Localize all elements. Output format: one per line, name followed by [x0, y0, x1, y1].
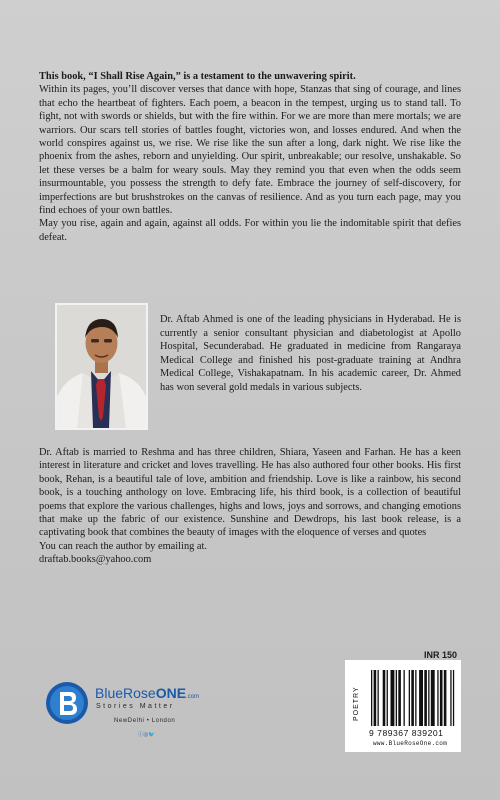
book-blurb — [39, 70, 461, 244]
blurb-closing: May you rise, again and again, against all odds. For within you lie the indomitable spirit that defies defeat. — [39, 218, 461, 243]
barcode-bar — [371, 670, 372, 726]
barcode-bar — [428, 670, 429, 726]
barcode-bar — [424, 670, 427, 726]
blurb-lead: This book, “I Shall Rise Again,” is a testament to the unwavering spirit. — [39, 71, 356, 82]
author-email[interactable]: draftab.books@yahoo.com — [39, 554, 152, 566]
author-contact-line: You can reach the author by emailing at. — [39, 540, 208, 552]
publisher-tagline: Stories Matter — [96, 703, 175, 710]
isbn-number: 9 789367 839201 — [369, 728, 444, 738]
barcode-bar — [374, 670, 377, 726]
category-label: POETRY — [353, 686, 360, 721]
barcode-bar — [440, 670, 443, 726]
barcode-bar — [378, 670, 379, 726]
blurb-body: Within its pages, you’ll discover verses that dance with hope, Stanzas that sing of courage, and lines that echo the heartbeat of fighters. Each poem, a beacon in the tempest, urging us to stand tall. To fight, not with swords or shields, but with the fire within. For we are more than mere mortals; we are warriors. Our scars tell stories of battles fought, victories won, and losses endured. And when the world conspires against us, we rise. We rise like the sun after a long, dark night. We rise like the phoenix from the ashes, reborn and unyielding. Our spirit, unbreakable; our resolve, unshakable. So let these verses be a balm for weary souls. May they remind you that even when the odds seem insurmountable, you possess the strength to defy fate. Embrace the journey of self-discovery, for imperfections are but brushstrokes on the canvas of resilience. And as you turn each page, may you find echoes of your own battles. — [39, 84, 461, 217]
author-bio: Dr. Aftab Ahmed is one of the leading physicians in Hyderabad. He is currently a senior consultant physician and diabetologist at Apollo Hospital, Secunderabad. He graduated in medicine from Rangaraya Medical College and finished his post-graduate training at Andhra Medical College, Vishakapatnam. In his academic career, Dr. Ahmed has won several gold medals in various subjects. — [160, 314, 461, 393]
bluerose-logo-icon — [45, 681, 89, 725]
publisher-website: www.BlueRoseOne.com — [373, 740, 448, 747]
barcode-bar — [450, 670, 451, 726]
publisher-logo — [45, 681, 245, 761]
barcode-bar — [453, 670, 454, 726]
publisher-brand-com: .com — [186, 694, 200, 700]
publisher-social-icons: ⓘ◎🐦 — [138, 732, 156, 738]
barcode-bar — [415, 670, 416, 726]
author-photo — [55, 303, 148, 430]
publisher-cities: NewDelhi • London — [114, 718, 176, 724]
author-family-section — [39, 446, 461, 567]
barcode-bar — [444, 670, 447, 726]
barcode-bar — [411, 670, 414, 726]
author-portrait-image — [57, 305, 146, 428]
barcode-bar — [383, 670, 386, 726]
barcode-bar — [396, 670, 397, 726]
barcode-bar — [409, 670, 410, 726]
barcode-bar — [419, 670, 423, 726]
publisher-brand-one: ONE — [155, 685, 187, 701]
author-family-text: Dr. Aftab is married to Reshma and has three children, Shiara, Yaseen and Farhan. He has a keen interest in literature and cricket and loves travelling. He has also authored four other books. His first book, Rehan, is a beautiful tale of love, ambition and friendship. Love is like a rainbow, his second book, is a touching anthology on love. Embracing life, his third book, is a collection of beautiful poems that explore the various challenges, highs and lows, joys and sorrows, and changing emotions that make up the fabric of our existence. Sunshine and Dewdrops, his last book release, is a captivating book that combines the beauty of images with the eloquence of verses and quotes — [39, 447, 461, 539]
barcode-bar — [437, 670, 438, 726]
barcode-bar — [387, 670, 388, 726]
barcode-bar — [398, 670, 401, 726]
publisher-name — [95, 685, 199, 701]
price-label: INR 150 — [424, 650, 458, 660]
barcode-bar — [404, 670, 405, 726]
publisher-brand: BlueRose — [95, 685, 156, 701]
barcode-bar — [391, 670, 395, 726]
barcode-bar — [431, 670, 435, 726]
